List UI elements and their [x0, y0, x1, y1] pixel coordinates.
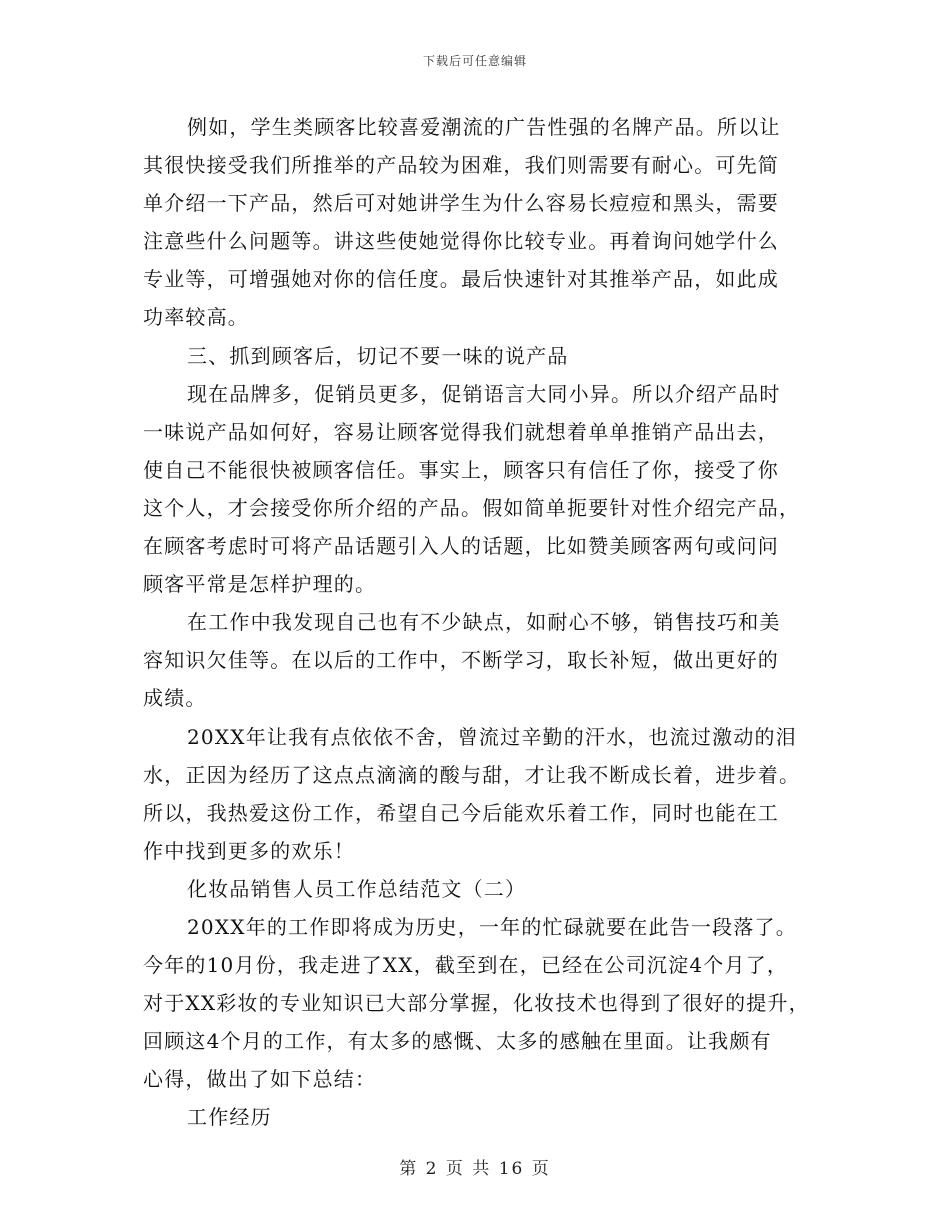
text-line: 在工作中我发现自己也有不少缺点，如耐心不够，销售技巧和美 [187, 610, 781, 635]
text-line: 例如，学生类顾客比较喜爱潮流的广告性强的名牌产品。所以让 [187, 115, 781, 139]
text-line: 容知识欠佳等。在以后的工作中，不断学习，取长补短，做出更好的 [143, 648, 779, 673]
text-line: 20XX年让我有点依依不舍，曾流过辛勤的汗水，也流过激动的泪 [187, 724, 797, 749]
document-body [143, 108, 808, 1137]
text-line: 水，正因为经历了这点点滴滴的酸与甜，才让我不断成长着，进步着。 [143, 762, 801, 787]
text-line: 功率较高。 [143, 305, 249, 330]
page-number: 第 2 页 共 16 页 [399, 1159, 551, 1179]
text-line: 单介绍一下产品，然后可对她讲学生为什么容易长痘痘和黑头，需要 [143, 191, 779, 216]
text-line: 专业等，可增强她对你的信任度。最后快速针对其推举产品，如此成 [143, 267, 779, 292]
text-line: 所以，我热爱这份工作，希望自己今后能欢乐着工作，同时也能在工 [143, 800, 779, 825]
text-line: 这个人，才会接受你所介绍的产品。假如简单扼要针对性介绍完产品， [143, 495, 801, 520]
text-line: 其很快接受我们所推举的产品较为困难，我们则需要有耐心。可先简 [143, 153, 779, 178]
section-heading: 三、抓到顾客后，切记不要一味的说产品 [187, 343, 569, 368]
text-line: 对于XX彩妆的专业知识已大部分掌握，化妆技术也得到了很好的提升， [143, 991, 810, 1016]
text-line: 成绩。 [143, 686, 207, 711]
text-line: 回顾这4个月的工作，有太多的感慨、太多的感触在里面。让我颇有 [143, 1029, 772, 1054]
text-line: 注意些什么问题等。讲这些使她觉得你比较专业。再着询问她学什么 [143, 229, 779, 254]
text-line: 在顾客考虑时可将产品话题引入人的话题，比如赞美顾客两句或问问 [143, 534, 779, 559]
text-line: 20XX年的工作即将成为历史，一年的忙碌就要在此告一段落了。 [187, 914, 797, 939]
section-heading: 工作经历 [187, 1105, 272, 1130]
text-line: 现在品牌多，促销员更多，促销语言大同小异。所以介绍产品时 [187, 381, 781, 406]
section-heading: 化妆品销售人员工作总结范文（二） [187, 876, 527, 901]
page-header: 下载后可任意编辑 [422, 54, 527, 68]
text-line: 使自己不能很快被顾客信任。事实上，顾客只有信任了你，接受了你 [143, 457, 779, 482]
text-line: 作中找到更多的欢乐！ [143, 838, 355, 863]
text-line: 心得，做出了如下总结： [143, 1067, 377, 1092]
text-line: 顾客平常是怎样护理的。 [143, 572, 377, 597]
text-line: 今年的10月份，我走进了XX，截至到在，已经在公司沉淀4个月了， [143, 953, 789, 978]
text-line: 一味说产品如何好，容易让顾客觉得我们就想着单单推销产品出去， [143, 419, 779, 444]
